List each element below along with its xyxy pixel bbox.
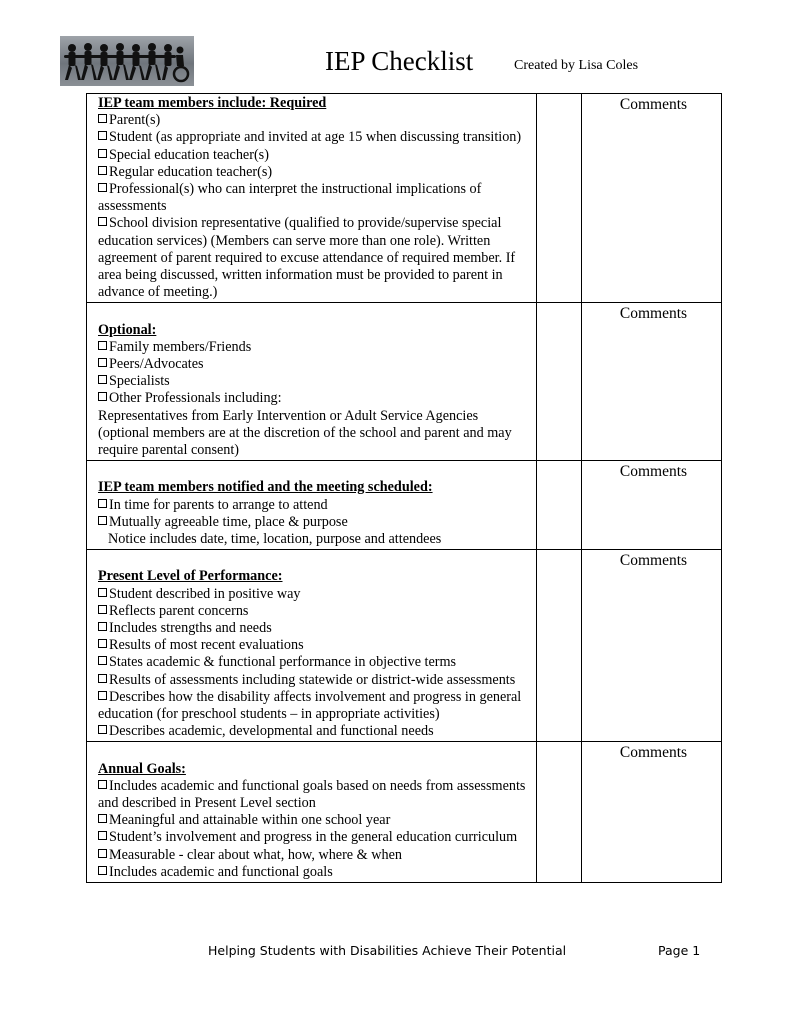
check-column-cell[interactable]: [537, 94, 582, 303]
checkbox-icon[interactable]: [98, 149, 107, 158]
comments-label: Comments: [619, 96, 688, 113]
checkbox-icon[interactable]: [98, 183, 107, 192]
checklist-item: [98, 689, 526, 723]
checkbox-icon[interactable]: [98, 114, 107, 123]
checkbox-icon[interactable]: [98, 605, 107, 614]
check-column-cell[interactable]: [537, 461, 582, 550]
spacer: [98, 743, 526, 760]
section-heading: Optional:: [98, 321, 157, 338]
author-credit: Created by Lisa Coles: [514, 58, 639, 73]
checklist-item-label: Mutually agreeable time, place & purpose: [109, 513, 348, 530]
checkbox-icon[interactable]: [98, 639, 107, 648]
checkbox-icon[interactable]: [98, 499, 107, 508]
checklist-item-label: Includes strengths and needs: [109, 620, 272, 637]
checklist-item: [98, 164, 526, 181]
checklist-item-label: Professional(s) who can interpret the instructional implications of assessments: [98, 181, 482, 215]
checkbox-icon[interactable]: [98, 131, 107, 140]
checklist-body: [87, 94, 722, 883]
checkbox-icon[interactable]: [98, 375, 107, 384]
checklist-item: [98, 514, 526, 531]
checklist-item-label: School division representative (qualified to provide/supervise special education services) (Members can serve more than one role). Written agreement of parent required to excuse attendance of required member. If area being discussed, written information must be provided to parent in advance of meeting.): [98, 215, 516, 301]
checklist-item-label: Measurable - clear about what, how, where & when: [109, 846, 402, 863]
checklist-item: [98, 215, 526, 301]
spacer: [98, 304, 526, 321]
checklist-item-label: Describes how the disability affects involvement and progress in general education (for preschool students – in appropriate activities): [98, 688, 522, 723]
checklist-item: [98, 356, 526, 373]
checklist-item-label: Reflects parent concerns: [109, 602, 249, 619]
checklist-item-label: In time for parents to arrange to attend: [109, 496, 328, 513]
checklist-table: [86, 93, 722, 883]
checklist-item: [98, 672, 526, 689]
section-heading: IEP team members notified and the meeting scheduled:: [98, 479, 433, 496]
check-column-cell[interactable]: [537, 550, 582, 742]
criteria-cell: [87, 742, 537, 883]
checkbox-icon[interactable]: [98, 392, 107, 401]
comments-cell[interactable]: [582, 550, 722, 742]
checkbox-icon[interactable]: [98, 516, 107, 525]
checklist-item: [98, 112, 526, 129]
comments-cell[interactable]: [582, 742, 722, 883]
people-chain-icon: [60, 36, 194, 86]
checklist-row: [87, 742, 722, 883]
checklist-item-label: Family members/Friends: [109, 338, 252, 355]
criteria-cell: [87, 461, 537, 550]
comments-label: Comments: [619, 305, 688, 323]
criteria-cell: [87, 303, 537, 461]
checklist-item: [98, 603, 526, 620]
checkbox-icon[interactable]: [98, 217, 107, 226]
checkbox-icon[interactable]: [98, 814, 107, 823]
checklist-item-label: Regular education teacher(s): [109, 163, 273, 180]
checklist-item-label: States academic & functional performance in objective terms: [109, 654, 457, 671]
section-heading: Annual Goals:: [98, 760, 186, 777]
checklist-item: [98, 864, 526, 881]
checklist-item-label: Includes academic and functional goals: [109, 863, 333, 880]
checklist-item-label: Parent(s): [109, 112, 161, 129]
checkbox-icon[interactable]: [98, 674, 107, 683]
comments-label: Comments: [619, 463, 688, 481]
comments-label: Comments: [619, 744, 688, 762]
checklist-item: [98, 390, 526, 407]
checklist-item-label: Specialists: [109, 373, 170, 390]
checklist-item: [98, 847, 526, 864]
comments-cell[interactable]: [582, 94, 722, 303]
checkbox-icon[interactable]: [98, 849, 107, 858]
checklist-item-label: Special education teacher(s): [109, 146, 269, 163]
checklist-item: [98, 778, 526, 812]
checkbox-icon[interactable]: [98, 780, 107, 789]
checkbox-icon[interactable]: [98, 166, 107, 175]
criteria-cell: [87, 550, 537, 742]
checklist-item: [98, 147, 526, 164]
check-column-cell[interactable]: [537, 742, 582, 883]
checklist-item-label: Peers/Advocates: [109, 356, 204, 373]
checklist-item-label: Results of most recent evaluations: [109, 637, 304, 654]
checklist-row: [87, 303, 722, 461]
checklist-item: [98, 829, 526, 846]
checkbox-icon[interactable]: [98, 622, 107, 631]
checklist-item: [98, 620, 526, 637]
page-number: Page 1: [658, 943, 701, 958]
spacer: [98, 551, 526, 568]
checklist-item-label: Student’s involvement and progress in the general education curriculum: [109, 829, 518, 846]
checklist-item-label: Student (as appropriate and invited at age 15 when discussing transition): [109, 129, 522, 146]
checklist-item: [98, 586, 526, 603]
checklist-item: [98, 497, 526, 514]
checkbox-icon[interactable]: [98, 725, 107, 734]
checkbox-icon[interactable]: [98, 656, 107, 665]
checklist-item-label: Student described in positive way: [109, 585, 301, 602]
checklist-item-label: Includes academic and functional goals based on needs from assessments and described in Present Level section: [98, 777, 526, 812]
section-heading: Present Level of Performance:: [98, 568, 283, 585]
checklist-item: [98, 181, 526, 215]
section-heading: IEP team members include: Required: [98, 95, 327, 111]
checkbox-icon[interactable]: [98, 866, 107, 875]
checklist-item: [98, 637, 526, 654]
page-title: IEP Checklist: [325, 46, 474, 76]
checklist-item-label: Describes academic, developmental and functional needs: [109, 723, 434, 740]
people-logo: [60, 36, 194, 86]
comments-label: Comments: [619, 552, 688, 570]
checkbox-icon[interactable]: [98, 831, 107, 840]
criteria-cell: [87, 94, 537, 303]
section-note: Representatives from Early Intervention or Adult Service Agencies (optional members are at the discretion of the school and parent and may require parental consent): [98, 407, 512, 459]
checklist-row: [87, 550, 722, 742]
checklist-item-label: Results of assessments including statewide or district-wide assessments: [109, 671, 516, 688]
checkbox-icon[interactable]: [98, 341, 107, 350]
check-column-cell[interactable]: [537, 303, 582, 461]
comments-cell[interactable]: [582, 461, 722, 550]
comments-cell[interactable]: [582, 303, 722, 461]
checklist-item-label: Other Professionals including:: [109, 390, 282, 407]
checkbox-icon[interactable]: [98, 358, 107, 367]
checklist-item: [98, 723, 526, 740]
section-note: Notice includes date, time, location, purpose and attendees: [108, 531, 442, 548]
checklist-item: [98, 339, 526, 356]
checkbox-icon[interactable]: [98, 691, 107, 700]
footer-text: Helping Students with Disabilities Achieve Their Potential: [208, 943, 567, 958]
checklist-item-label: Meaningful and attainable within one school year: [109, 812, 391, 829]
spacer: [98, 462, 526, 479]
checklist-item: [98, 129, 526, 146]
checklist-row: [87, 94, 722, 303]
checklist-row: [87, 461, 722, 550]
checklist-item: [98, 812, 526, 829]
checklist-item: [98, 373, 526, 390]
checkbox-icon[interactable]: [98, 588, 107, 597]
checklist-item: [98, 654, 526, 671]
